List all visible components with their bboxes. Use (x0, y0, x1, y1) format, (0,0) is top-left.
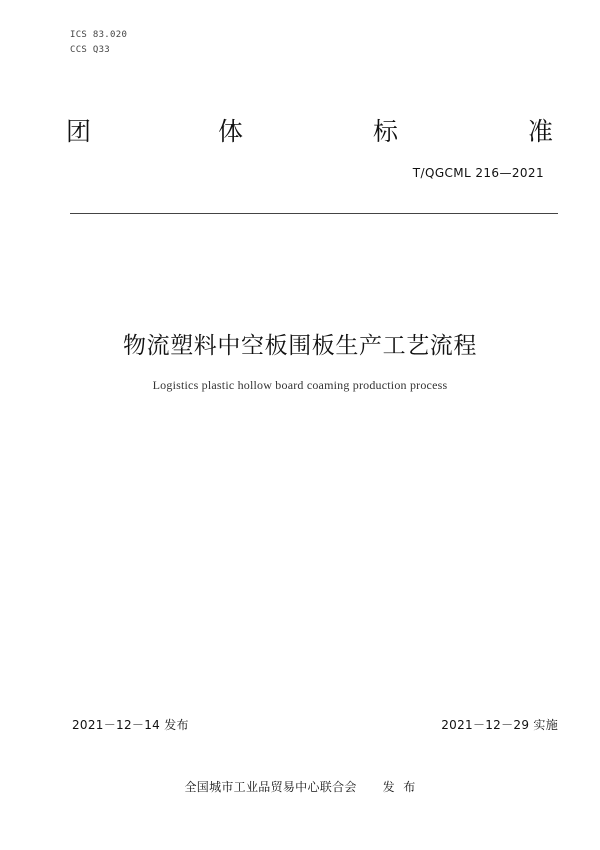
ics-code: ICS 83.020 (70, 30, 128, 40)
publisher-name: 全国城市工业品贸易中心联合会 (184, 780, 357, 794)
standard-type-heading (64, 112, 556, 152)
standard-type-char-3: 标 (373, 117, 399, 146)
document-title-english: Logistics plastic hollow board coaming production process (152, 378, 448, 392)
document-title-chinese: 物流塑料中空板围板生产工艺流程 (123, 333, 477, 359)
ccs-code: CCS Q33 (70, 45, 111, 55)
publish-date: 2021－12－14 发布 (72, 718, 189, 732)
standard-type-char-2: 体 (218, 117, 244, 146)
implementation-date: 2021－12－29 实施 (441, 718, 558, 732)
standard-type-char-4: 准 (528, 117, 554, 146)
standard-type-char-1: 团 (66, 117, 92, 146)
publisher-line (0, 778, 600, 795)
standard-code: T/QGCML 216—2021 (412, 166, 544, 180)
header-divider (70, 213, 558, 214)
publisher-action: 发 布 (382, 780, 416, 794)
